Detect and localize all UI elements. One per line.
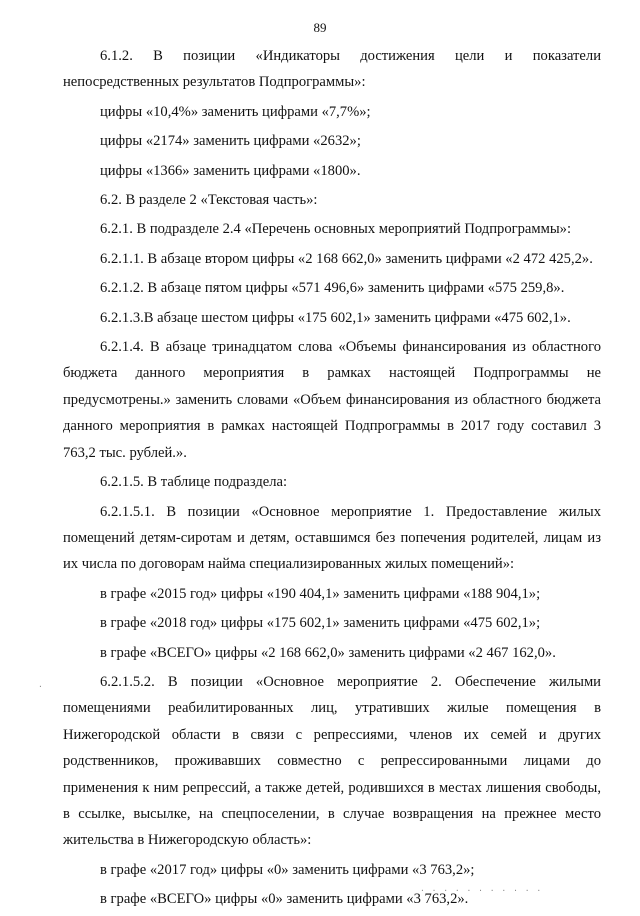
paragraph-column-total-1: в графе «ВСЕГО» цифры «2 168 662,0» заменить цифрами «2 467 162,0». (100, 644, 556, 661)
page-number: 89 (313, 20, 327, 35)
paragraph-replace-1: цифры «10,4%» заменить цифрами «7,7%»; (100, 103, 371, 120)
paragraph-6-2: 6.2. В разделе 2 «Текстовая часть»: (100, 192, 318, 209)
paragraph-6-2-1-1: 6.2.1.1. В абзаце втором цифры «2 168 662,0» заменить цифрами «2 472 425,2». (100, 250, 593, 267)
scan-speck-mark: · (38, 682, 44, 691)
paragraph-6-2-1: 6.2.1. В подразделе 2.4 «Перечень основных мероприятий Подпрограммы»: (100, 221, 572, 238)
paragraph-column-2017: в графе «2017 год» цифры «0» заменить цифрами «3 763,2»; (100, 861, 475, 878)
paragraph-6-2-1-5-1: 6.2.1.5.1. В позиции «Основное мероприятие 1. Предоставление жилых помещений детям-сиротам и детям, оставшимся без попечения родителей, лицам из их числа по договорам найма специализированных жилых помещений»: (63, 503, 601, 573)
paragraph-6-2-1-3: 6.2.1.3.В абзаце шестом цифры «175 602,1» заменить цифрами «475 602,1». (100, 309, 571, 326)
paragraph-replace-3: цифры «1366» заменить цифрами «1800». (100, 162, 361, 179)
paragraph-6-2-1-5: 6.2.1.5. В таблице подраздела: (100, 474, 288, 491)
paragraph-column-2018: в графе «2018 год» цифры «175 602,1» заменить цифрами «475 602,1»; (100, 615, 541, 632)
document-body (63, 43, 601, 916)
paragraph-6-2-1-2: 6.2.1.2. В абзаце пятом цифры «571 496,6» заменить цифрами «575 259,8». (100, 280, 565, 297)
paragraph-column-2015: в графе «2015 год» цифры «190 404,1» заменить цифрами «188 904,1»; (100, 585, 541, 602)
paragraph-6-2-1-4: 6.2.1.4. В абзаце тринадцатом слова «Объемы финансирования из областного бюджета данного мероприятия в рамках настоящей Подпрограммы не предусмотрены.» заменить словами «Объем финансирования из областного бюджета данного мероприятия в рамках настоящей Подпрограммы в 2017 году составил 3 763,2 тыс. рублей.». (63, 339, 601, 461)
paragraph-6-1-2: 6.1.2. В позиции «Индикаторы достижения цели и показатели непосредственных результатов Подпрограммы»: (63, 48, 601, 91)
paragraph-column-total-2: в графе «ВСЕГО» цифры «0» заменить цифрами «3 763,2». (100, 891, 469, 908)
scan-dotted-artifact: · · · · · · · · · · · (420, 886, 543, 895)
paragraph-6-2-1-5-2: 6.2.1.5.2. В позиции «Основное мероприятие 2. Обеспечение жилыми помещениями реабилитированных лиц, утративших жилые помещения в Нижегородской области в связи с репрессиями, членов их семей и других родственников, проживавших совместно с репрессированными лицами до применения к ним репрессий, а также детей, родившихся в местах лишения свободы, в ссылке, высылке, на спецпоселении, в случае возвращения на прежнее место жительства в Нижегородскую область»: (63, 673, 601, 849)
paragraph-replace-2: цифры «2174» заменить цифрами «2632»; (100, 133, 361, 150)
